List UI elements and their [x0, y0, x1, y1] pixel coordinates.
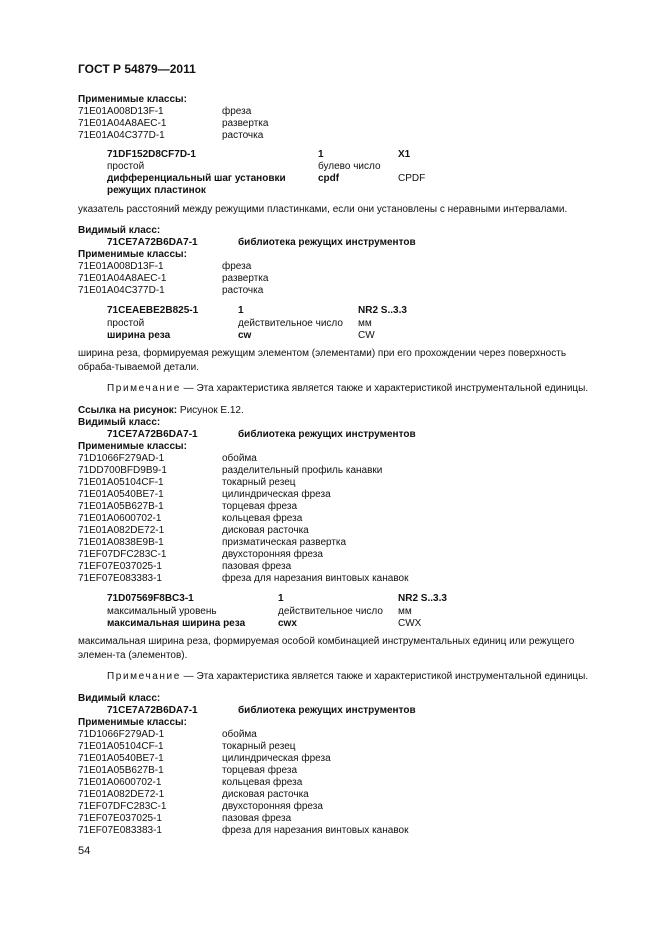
figure-reference — [78, 405, 244, 417]
class-code: 71E01A082DE72-1 — [78, 525, 165, 536]
visible-class-name: библиотека режущих инструментов — [238, 705, 416, 716]
property-symbol-upper: CW — [358, 330, 375, 341]
property-type: простой — [107, 161, 145, 172]
class-code: 71E01A0540BE7-1 — [78, 753, 164, 764]
class-code: 71EF07E083383-1 — [78, 573, 162, 584]
property-code: 71CEAEBE2B825-1 — [107, 305, 199, 316]
property-datatype: действительное число — [278, 606, 383, 617]
property-version: 1 — [238, 305, 244, 316]
class-name: двухсторонняя фреза — [222, 801, 323, 812]
class-name: цилиндрическая фреза — [222, 753, 331, 764]
visible-class-code: 71CE7A72B6DA7-1 — [107, 237, 198, 248]
figure-reference-label: Ссылка на рисунок: — [78, 405, 178, 416]
property-format: NR2 S..3.3 — [358, 305, 407, 316]
class-code: 71D1066F279AD-1 — [78, 729, 165, 740]
property-version: 1 — [318, 149, 324, 160]
class-name: двухсторонняя фреза — [222, 549, 323, 560]
note-label: Примечание — [107, 671, 181, 682]
class-code: 71E01A008D13F-1 — [78, 261, 164, 272]
class-name: торцевая фреза — [222, 765, 297, 776]
property-unit: мм — [358, 318, 372, 329]
applicable-classes-label: Применимые классы: — [78, 249, 187, 260]
class-name: пазовая фреза — [222, 813, 292, 824]
figure-reference-value: Рисунок Е.12. — [179, 405, 244, 416]
page-number: 54 — [78, 845, 91, 857]
class-code: 71E01A04C377D-1 — [78, 130, 165, 141]
class-name: токарный резец — [222, 477, 296, 488]
class-code: 71E01A0540BE7-1 — [78, 489, 164, 500]
class-code: 71EF07E037025-1 — [78, 561, 162, 572]
property-type: максимальный уровень — [107, 606, 217, 617]
property-definition: ширина реза, формируемая режущим элементом (элементами) при его прохождении через поверхность обраба-тываемой детали. — [78, 348, 567, 373]
class-name: разделительный профиль канавки — [222, 465, 383, 476]
property-unit: мм — [398, 606, 412, 617]
class-name: дисковая расточка — [222, 789, 309, 800]
class-code: 71EF07E083383-1 — [78, 825, 162, 836]
class-name: торцевая фреза — [222, 501, 297, 512]
note-text: — Эта характеристика является также и характеристикой инструментальной единицы. — [183, 671, 589, 682]
property-format: X1 — [398, 149, 411, 160]
note-text: — Эта характеристика является также и характеристикой инструментальной единицы. — [183, 383, 589, 394]
class-code: 71E01A0838E9B-1 — [78, 537, 164, 548]
class-name: фреза для нарезания винтовых канавок — [222, 825, 409, 836]
class-name: обойма — [222, 453, 257, 464]
visible-class-name: библиотека режущих инструментов — [238, 429, 416, 440]
class-name: развертка — [222, 118, 269, 129]
property-symbol: cw — [238, 330, 252, 341]
visible-class-name: библиотека режущих инструментов — [238, 237, 416, 248]
applicable-classes-label: Применимые классы: — [78, 94, 187, 105]
class-name: фреза — [222, 261, 252, 272]
property-definition: максимальная ширина реза, формируемая особой комбинацией инструментальных единиц или режущего элемен-та (элементов). — [78, 636, 575, 661]
visible-class-label: Видимый класс: — [78, 225, 161, 236]
class-name: призматическая развертка — [222, 537, 347, 548]
visible-class-label: Видимый класс: — [78, 693, 161, 704]
class-code: 71E01A0600702-1 — [78, 513, 162, 524]
note — [107, 671, 588, 683]
class-code: 71E01A04A8AEC-1 — [78, 118, 167, 129]
class-code: 71EF07DFC283C-1 — [78, 549, 167, 560]
class-name: расточка — [222, 130, 264, 141]
applicable-classes-label: Применимые классы: — [78, 441, 187, 452]
class-code: 71DD700BFD9B9-1 — [78, 465, 167, 476]
class-code: 71EF07E037025-1 — [78, 813, 162, 824]
class-code: 71E01A008D13F-1 — [78, 106, 164, 117]
class-code: 71E01A05B627B-1 — [78, 501, 164, 512]
property-name: максимальная ширина реза — [107, 618, 246, 629]
property-symbol-upper: CPDF — [398, 173, 426, 184]
property-symbol: cpdf — [318, 173, 340, 184]
note-label: Примечание — [107, 383, 181, 394]
property-symbol-upper: CWX — [398, 618, 422, 629]
class-name: кольцевая фреза — [222, 513, 303, 524]
class-name: кольцевая фреза — [222, 777, 303, 788]
property-name: ширина реза — [107, 330, 171, 341]
class-name: обойма — [222, 729, 257, 740]
class-name: токарный резец — [222, 741, 296, 752]
class-name: фреза для нарезания винтовых канавок — [222, 573, 409, 584]
property-format: NR2 S..3.3 — [398, 593, 447, 604]
class-code: 71D1066F279AD-1 — [78, 453, 165, 464]
property-symbol: cwx — [278, 618, 297, 629]
class-code: 71E01A04A8AEC-1 — [78, 273, 167, 284]
property-code: 71DF152D8CF7D-1 — [107, 149, 196, 160]
document-header: ГОСТ Р 54879—2011 — [78, 62, 196, 76]
property-version: 1 — [278, 593, 284, 604]
visible-class-label: Видимый класс: — [78, 417, 161, 428]
property-datatype: действительное число — [238, 318, 343, 329]
class-code: 71E01A05104CF-1 — [78, 477, 164, 488]
class-code: 71E01A04C377D-1 — [78, 285, 165, 296]
visible-class-code: 71CE7A72B6DA7-1 — [107, 705, 198, 716]
class-name: пазовая фреза — [222, 561, 292, 572]
visible-class-code: 71CE7A72B6DA7-1 — [107, 429, 198, 440]
note — [107, 383, 588, 395]
property-code: 71D07569F8BC3-1 — [107, 593, 194, 604]
class-name: цилиндрическая фреза — [222, 489, 331, 500]
class-code: 71E01A05B627B-1 — [78, 765, 164, 776]
property-datatype: булево число — [318, 161, 381, 172]
applicable-classes-label: Применимые классы: — [78, 717, 187, 728]
property-type: простой — [107, 318, 145, 329]
class-code: 71EF07DFC283C-1 — [78, 801, 167, 812]
property-name: дифференциальный шаг установки — [107, 173, 286, 184]
class-code: 71E01A05104CF-1 — [78, 741, 164, 752]
property-definition: указатель расстояний между режущими пластинками, если они установлены с неравными интервалами. — [78, 204, 568, 215]
class-name: развертка — [222, 273, 269, 284]
class-code: 71E01A0600702-1 — [78, 777, 162, 788]
class-name: фреза — [222, 106, 252, 117]
class-name: дисковая расточка — [222, 525, 309, 536]
class-code: 71E01A082DE72-1 — [78, 789, 165, 800]
property-name-continuation: режущих пластинок — [107, 185, 206, 196]
class-name: расточка — [222, 285, 264, 296]
